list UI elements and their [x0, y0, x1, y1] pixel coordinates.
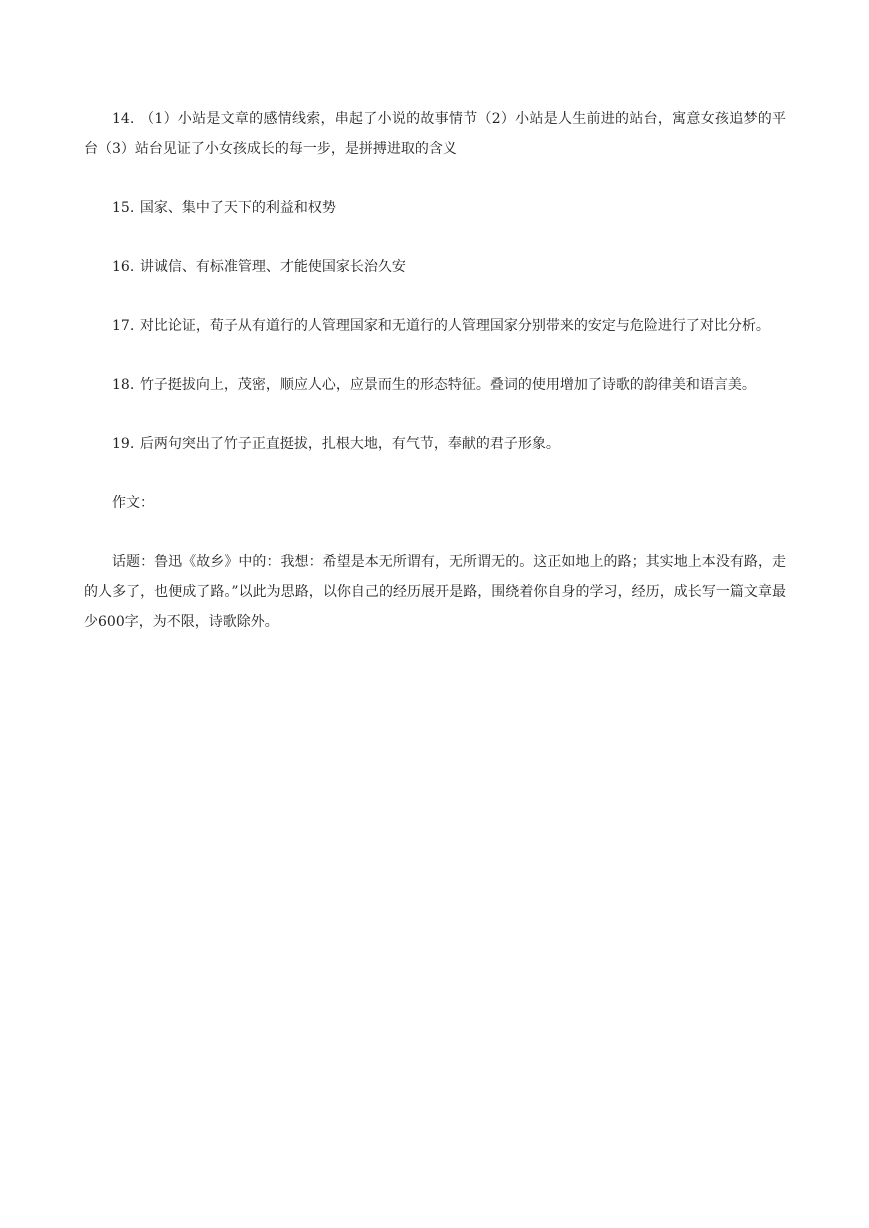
answer-16	[84, 252, 786, 282]
answer-text: 后两句突出了竹子正直挺拔，扎根大地，有气节，奉献的君子形象。	[139, 436, 560, 452]
answer-text: 竹子挺拔向上，茂密，顺应人心，应景而生的形态特征。叠词的使用增加了诗歌的韵律美和语言美。	[139, 377, 756, 393]
answer-number: 16.	[112, 259, 135, 275]
answer-text: 国家、集中了天下的利益和权势	[139, 200, 336, 216]
answer-17	[84, 311, 786, 341]
answer-number: 18.	[112, 377, 135, 393]
answer-15	[84, 193, 786, 223]
answer-number: 15.	[112, 200, 135, 216]
answer-number: 14.	[112, 111, 135, 127]
answer-number: 17.	[112, 318, 135, 334]
answer-18	[84, 370, 786, 400]
document-page	[84, 104, 786, 666]
answer-14	[84, 104, 786, 164]
answer-number: 19.	[112, 436, 135, 452]
essay-heading: 作文：	[112, 495, 154, 511]
answer-19	[84, 429, 786, 459]
answer-text: （1）小站是文章的感情线索，串起了小说的故事情节（2）小站是人生前进的站台，寓意女孩追梦的平台（3）站台见证了小女孩成长的每一步，是拼搏进取的含义	[84, 111, 786, 157]
essay-prompt: 话题：鲁迅《故乡》中的：我想：希望是本无所谓有，无所谓无的。这正如地上的路；其实地上本没有路，走的人多了，也便成了路。”以此为思路，以你自己的经历展开是路，围绕着你自身的学习，经历，成长写一篇文章最少600字，为不限，诗歌除外。	[84, 554, 786, 630]
answer-text: 讲诚信、有标准管理、才能使国家长治久安	[139, 259, 406, 275]
answer-text: 对比论证，荀子从有道行的人管理国家和无道行的人管理国家分别带来的安定与危险进行了对比分析。	[139, 318, 770, 334]
